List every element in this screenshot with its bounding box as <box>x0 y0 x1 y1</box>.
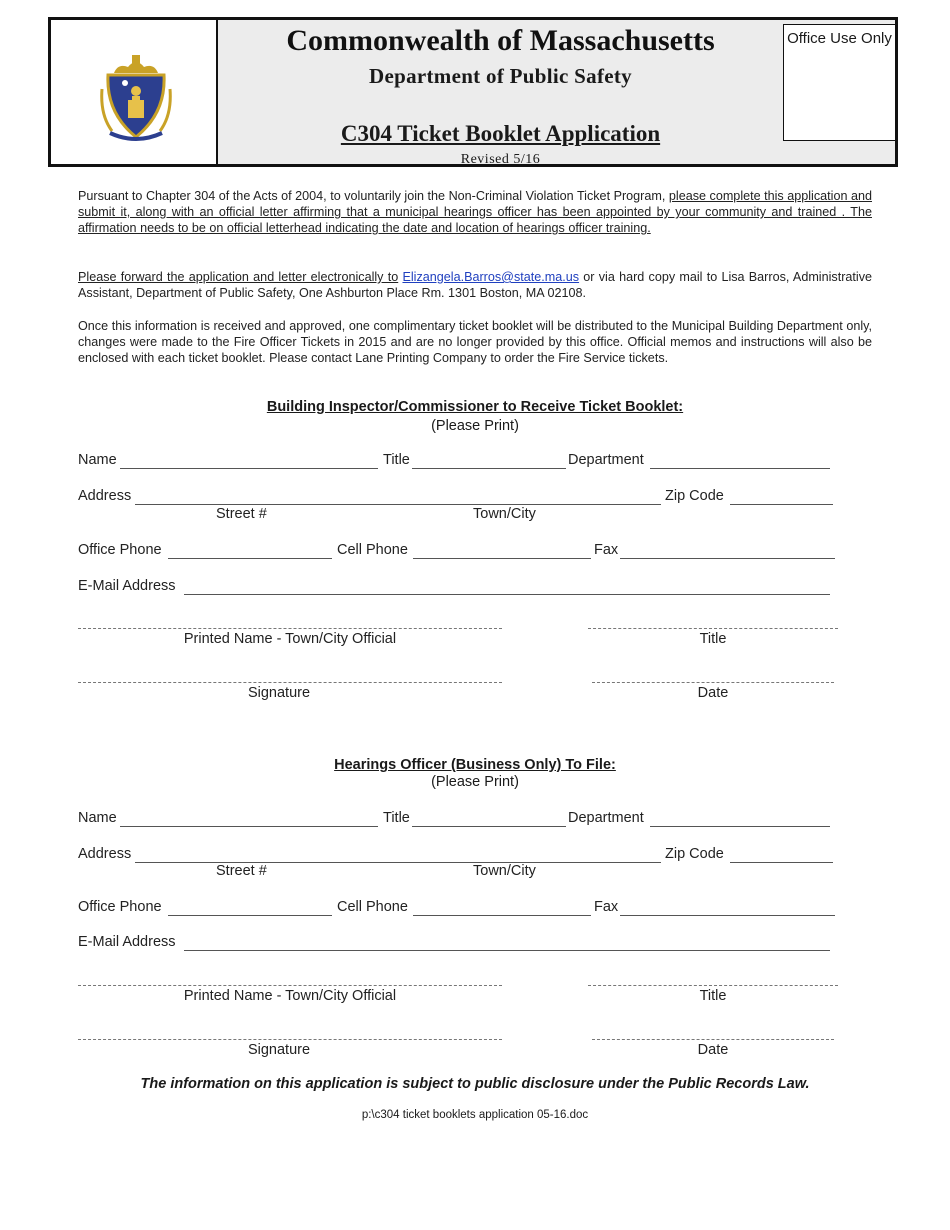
s2-title-label: Title <box>383 810 410 826</box>
s2-official-title-field[interactable] <box>588 985 838 986</box>
s1-official-title-field[interactable] <box>588 628 838 629</box>
s1-address-label: Address <box>78 488 132 504</box>
s1-name-label: Name <box>78 452 117 468</box>
intro-p1-plain: Pursuant to Chapter 304 of the Acts of 2004, to voluntarily join the Non-Criminal Violation Ticket Program, <box>78 189 669 203</box>
form-title: C304 Ticket Booklet Application <box>340 121 661 146</box>
s2-department-field[interactable] <box>650 826 830 827</box>
department-title: Department of Public Safety <box>369 64 632 88</box>
s2-address-label: Address <box>78 846 132 862</box>
s1-office-phone-label: Office Phone <box>78 542 162 558</box>
s2-title-field[interactable] <box>412 826 566 827</box>
s1-cell-phone-field[interactable] <box>413 558 591 559</box>
s2-date-field[interactable] <box>592 1039 834 1040</box>
intro-paragraph-2 <box>78 269 872 301</box>
revision-date: Revised 5/16 <box>460 152 541 167</box>
s1-fax-label: Fax <box>594 542 619 558</box>
intro-p2-underlined: Please forward the application and letter electronically to <box>78 270 399 284</box>
s1-town-caption: Town/City <box>473 506 536 522</box>
s2-email-label: E-Mail Address <box>78 934 176 950</box>
s1-fax-field[interactable] <box>620 558 835 559</box>
agency-title: Commonwealth of Massachusetts <box>286 24 715 57</box>
s2-printed-name-field[interactable] <box>78 985 502 986</box>
contact-email-link[interactable]: Elizangela.Barros@state.ma.us <box>402 270 580 284</box>
s1-signature-caption: Signature <box>247 685 311 701</box>
s2-fax-field[interactable] <box>620 915 835 916</box>
s1-department-label: Department <box>568 452 644 468</box>
massachusetts-state-seal-icon <box>98 53 174 143</box>
s1-department-field[interactable] <box>650 468 830 469</box>
s2-signature-caption: Signature <box>247 1042 311 1058</box>
s2-email-field[interactable] <box>184 950 830 951</box>
s2-cell-phone-label: Cell Phone <box>337 899 408 915</box>
form-header <box>48 17 898 167</box>
s1-cell-phone-label: Cell Phone <box>337 542 408 558</box>
s2-fax-label: Fax <box>594 899 619 915</box>
s2-zip-field[interactable] <box>730 862 833 863</box>
s1-title-label: Title <box>383 452 410 468</box>
s1-date-caption: Date <box>697 685 729 701</box>
s2-department-label: Department <box>568 810 644 826</box>
s1-signature-field[interactable] <box>78 682 502 683</box>
s1-email-field[interactable] <box>184 594 830 595</box>
s1-zip-field[interactable] <box>730 504 833 505</box>
s2-town-caption: Town/City <box>473 863 536 879</box>
s1-printed-name-field[interactable] <box>78 628 502 629</box>
title-cell <box>218 20 895 167</box>
s2-street-caption: Street # <box>216 863 267 879</box>
office-use-box: Office Use Only <box>783 24 895 141</box>
s1-name-field[interactable] <box>120 468 378 469</box>
s1-email-label: E-Mail Address <box>78 578 176 594</box>
section2-please-print: (Please Print) <box>431 774 519 790</box>
intro-paragraph-3: Once this information is received and approved, one complimentary ticket booklet will be distributed to the Municipal Building Department only, changes were made to the Fire Officer Tickets in 2015 and are no longer provided by this office. Official memos and instructions will also be enclosed with each ticket booklet. Please contact Lane Printing Company to order the Fire Service tickets. <box>78 319 872 365</box>
s1-printed-name-caption: Printed Name - Town/City Official <box>183 631 397 647</box>
s2-name-label: Name <box>78 810 117 826</box>
s2-date-caption: Date <box>697 1042 729 1058</box>
s1-address-field[interactable] <box>135 504 661 505</box>
intro-p1-underlined: please complete this application and submit it, along with an official letter affirming that a municipal hearings officer has been appointed by your community and trained . The affirmation needs to be on official letterhead indicating the date and location of hearings officer training. <box>78 189 872 235</box>
s1-date-field[interactable] <box>592 682 834 683</box>
seal-cell <box>51 20 218 164</box>
intro-p2-rest: or via hard copy mail to Lisa Barros, Administrative Assistant, Department of Public Safety, One Ashburton Place Rm. 1301 Boston, MA 02108. <box>78 270 873 300</box>
s2-official-title-caption: Title <box>699 988 727 1004</box>
intro-paragraph-1 <box>78 188 872 236</box>
public-records-disclosure: The information on this application is subject to public disclosure under the Public Records Law. <box>140 1076 810 1092</box>
s1-zip-label: Zip Code <box>665 488 724 504</box>
section1-heading: Building Inspector/Commissioner to Receive Ticket Booklet: <box>266 399 684 415</box>
s2-signature-field[interactable] <box>78 1039 502 1040</box>
s2-cell-phone-field[interactable] <box>413 915 591 916</box>
s2-printed-name-caption: Printed Name - Town/City Official <box>183 988 397 1004</box>
s2-name-field[interactable] <box>120 826 378 827</box>
s1-title-field[interactable] <box>412 468 566 469</box>
section2-heading: Hearings Officer (Business Only) To File: <box>334 757 616 773</box>
file-path-footer: p:\c304 ticket booklets application 05-16.doc <box>361 1109 589 1121</box>
s1-office-phone-field[interactable] <box>168 558 332 559</box>
s2-address-field[interactable] <box>135 862 661 863</box>
s1-street-caption: Street # <box>216 506 267 522</box>
s2-office-phone-field[interactable] <box>168 915 332 916</box>
s1-official-title-caption: Title <box>699 631 727 647</box>
section1-please-print: (Please Print) <box>431 418 519 434</box>
s2-zip-label: Zip Code <box>665 846 724 862</box>
s2-office-phone-label: Office Phone <box>78 899 162 915</box>
